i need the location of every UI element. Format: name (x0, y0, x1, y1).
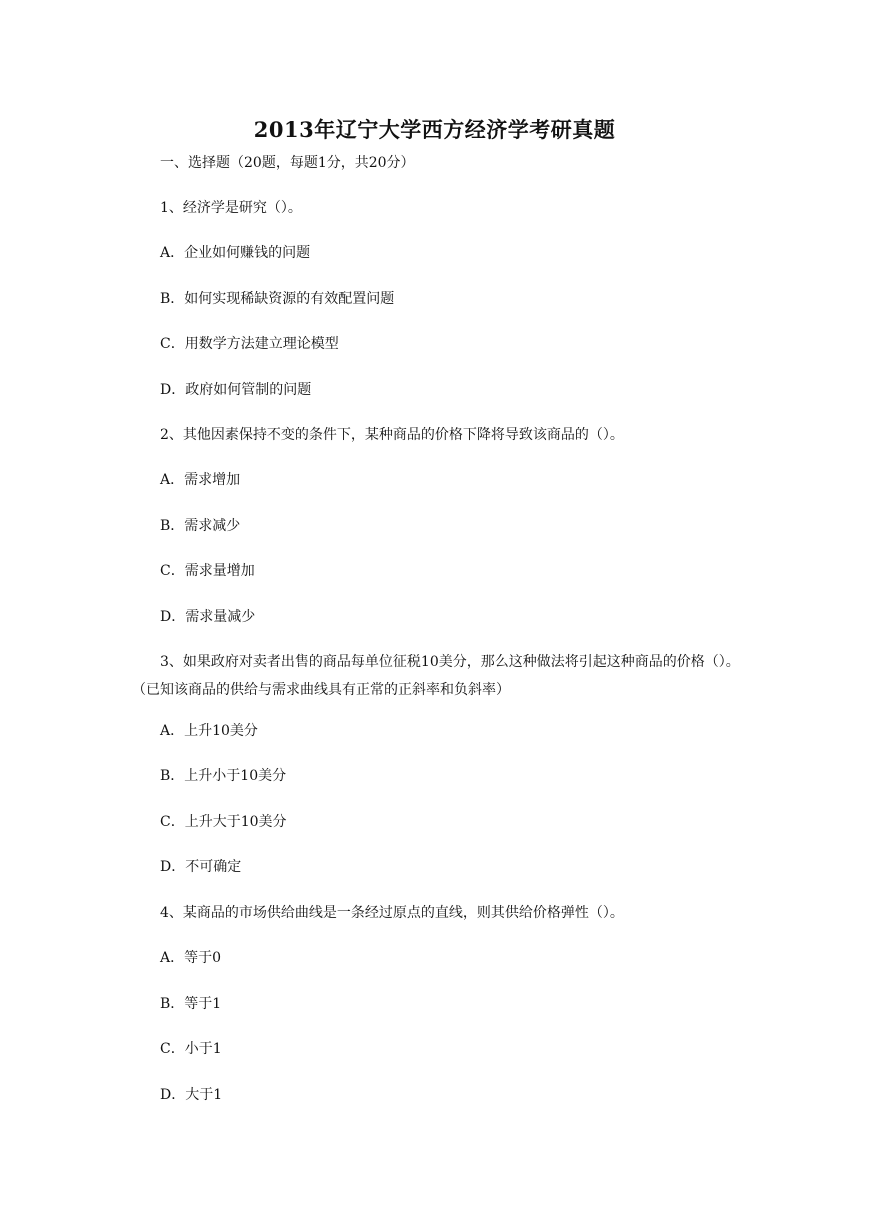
question-2-option-c: C．需求量增加 (160, 563, 255, 579)
question-4-stem: 4、某商品的市场供给曲线是一条经过原点的直线，则其供给价格弹性（）。 (160, 905, 624, 921)
document-title: 2013年辽宁大学西方经济学考研真题 (253, 117, 616, 142)
question-4-option-c: C．小于1 (160, 1041, 222, 1057)
question-3-stem: 3、如果政府对卖者出售的商品每单位征税10美分，那么这种做法将引起这种商品的价格（）。（已知该商品的供给与需求曲线具有正常的正斜率和负斜率） (132, 654, 740, 698)
question-1-option-a: A．企业如何赚钱的问题 (160, 245, 311, 261)
question-3-option-d: D．不可确定 (160, 859, 242, 875)
question-4-option-d: D．大于1 (160, 1087, 223, 1103)
question-2-option-d: D．需求量减少 (160, 609, 256, 625)
question-1-option-c: C．用数学方法建立理论模型 (160, 336, 339, 352)
question-3-option-c: C．上升大于10美分 (160, 814, 287, 830)
question-2-stem: 2、其他因素保持不变的条件下，某种商品的价格下降将导致该商品的（）。 (160, 427, 624, 443)
question-3-option-b: B．上升小于10美分 (160, 768, 287, 784)
question-1-stem: 1、经济学是研究（）。 (160, 200, 302, 216)
question-1-option-b: B．如何实现稀缺资源的有效配置问题 (160, 291, 395, 307)
question-2-option-a: A．需求增加 (160, 472, 241, 488)
question-4-option-b: B．等于1 (160, 996, 222, 1012)
question-2-option-b: B．需求减少 (160, 518, 241, 534)
question-3-option-a: A．上升10美分 (160, 723, 258, 739)
question-1-option-d: D．政府如何管制的问题 (160, 382, 312, 398)
section-heading: 一、选择题（20题，每题1分，共20分） (160, 155, 415, 171)
question-4-option-a: A．等于0 (160, 950, 222, 966)
